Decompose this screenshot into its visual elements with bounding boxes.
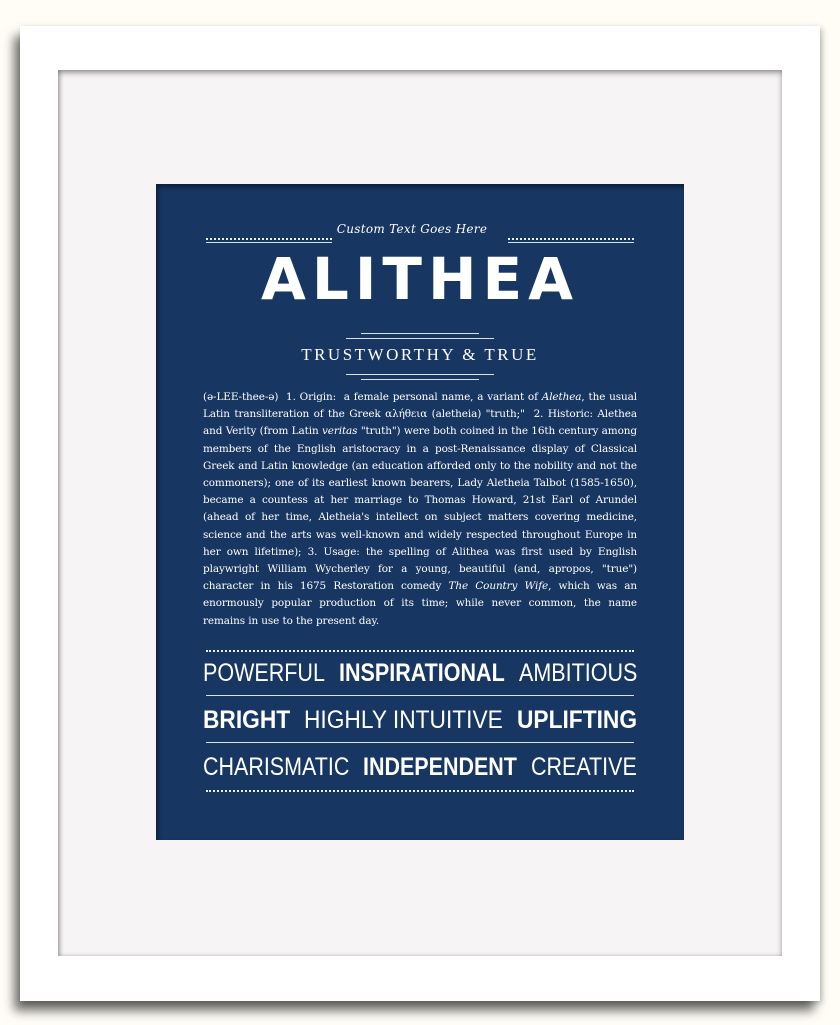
trait-word: CHARISMATIC [203, 753, 350, 781]
picture-frame [20, 26, 820, 1001]
dotted-divider-left [206, 238, 332, 240]
name-subtitle: TRUSTWORTHY & TRUE [301, 345, 539, 364]
name-definition [203, 389, 641, 630]
definition-text-2: , the usual Latin transliteration of the Greek αλήθεια (aletheia) "truth;" 2. Historic: Alethea and Verity (from Latin [203, 391, 641, 438]
rule-above-subtitle [361, 333, 479, 334]
mat-board [58, 70, 782, 956]
trait-divider-1 [206, 695, 634, 696]
trait-word: CREATIVE [531, 753, 637, 781]
trait-word: HIGHLY INTUITIVE [304, 706, 503, 734]
trait-word: INDEPENDENT [363, 753, 518, 781]
custom-text: Custom Text Goes Here [336, 222, 488, 236]
trait-row-1 [203, 655, 637, 691]
definition-italic-3: The Country Wife [448, 580, 549, 593]
name-print [156, 184, 684, 840]
rule-left [206, 242, 332, 243]
rule-right [508, 242, 634, 243]
trait-word: POWERFUL [203, 659, 325, 687]
trait-row-3 [203, 749, 637, 785]
name-title: ALITHEA [260, 245, 580, 313]
definition-text-4: , which was an enormously popular production of its time; while never common, the name remains in use to the present day. [203, 580, 641, 627]
trait-word: INSPIRATIONAL [338, 659, 505, 687]
trait-divider-2 [206, 742, 634, 743]
rule-above-subtitle-2 [346, 338, 494, 339]
dotted-divider-traits-bottom [206, 790, 634, 792]
dotted-divider-right [508, 238, 634, 240]
rule-below-subtitle [346, 374, 494, 375]
definition-italic-2: veritas [321, 425, 358, 438]
trait-word: UPLIFTING [516, 706, 637, 734]
trait-row-2 [203, 702, 637, 738]
dotted-divider-traits-top [206, 650, 634, 652]
definition-italic-1: Alethea [541, 391, 582, 403]
trait-word: AMBITIOUS [518, 659, 637, 687]
rule-below-subtitle-2 [361, 379, 479, 380]
definition-text-1: (ə-LEE-thee-ə) 1. Origin: a female personal name, a variant of [203, 391, 542, 403]
definition-text-3: "truth") were both coined in the 16th century among members of the English aristocracy in a post-Renaissance display of Classical Greek and Latin knowledge (an education afforded only to the nobility and not the commoners); one of its earliest known bearers, Lady Aletheia Talbot (1585-1650), became a countess at her marriage to Thomas Howard, 21st Earl of Arundel (ahead of her time, Aletheia's intellect on subject matters covering medicine, science and the arts was well-known and widely respected throughout Europe in her own lifetime); 3. Usage: the spelling of Alithea was first used by English playwright William Wycherley for a young, beautiful (and, apropos, "true") character in his 1675 Restoration comedy [203, 425, 641, 593]
trait-word: BRIGHT [203, 706, 291, 734]
